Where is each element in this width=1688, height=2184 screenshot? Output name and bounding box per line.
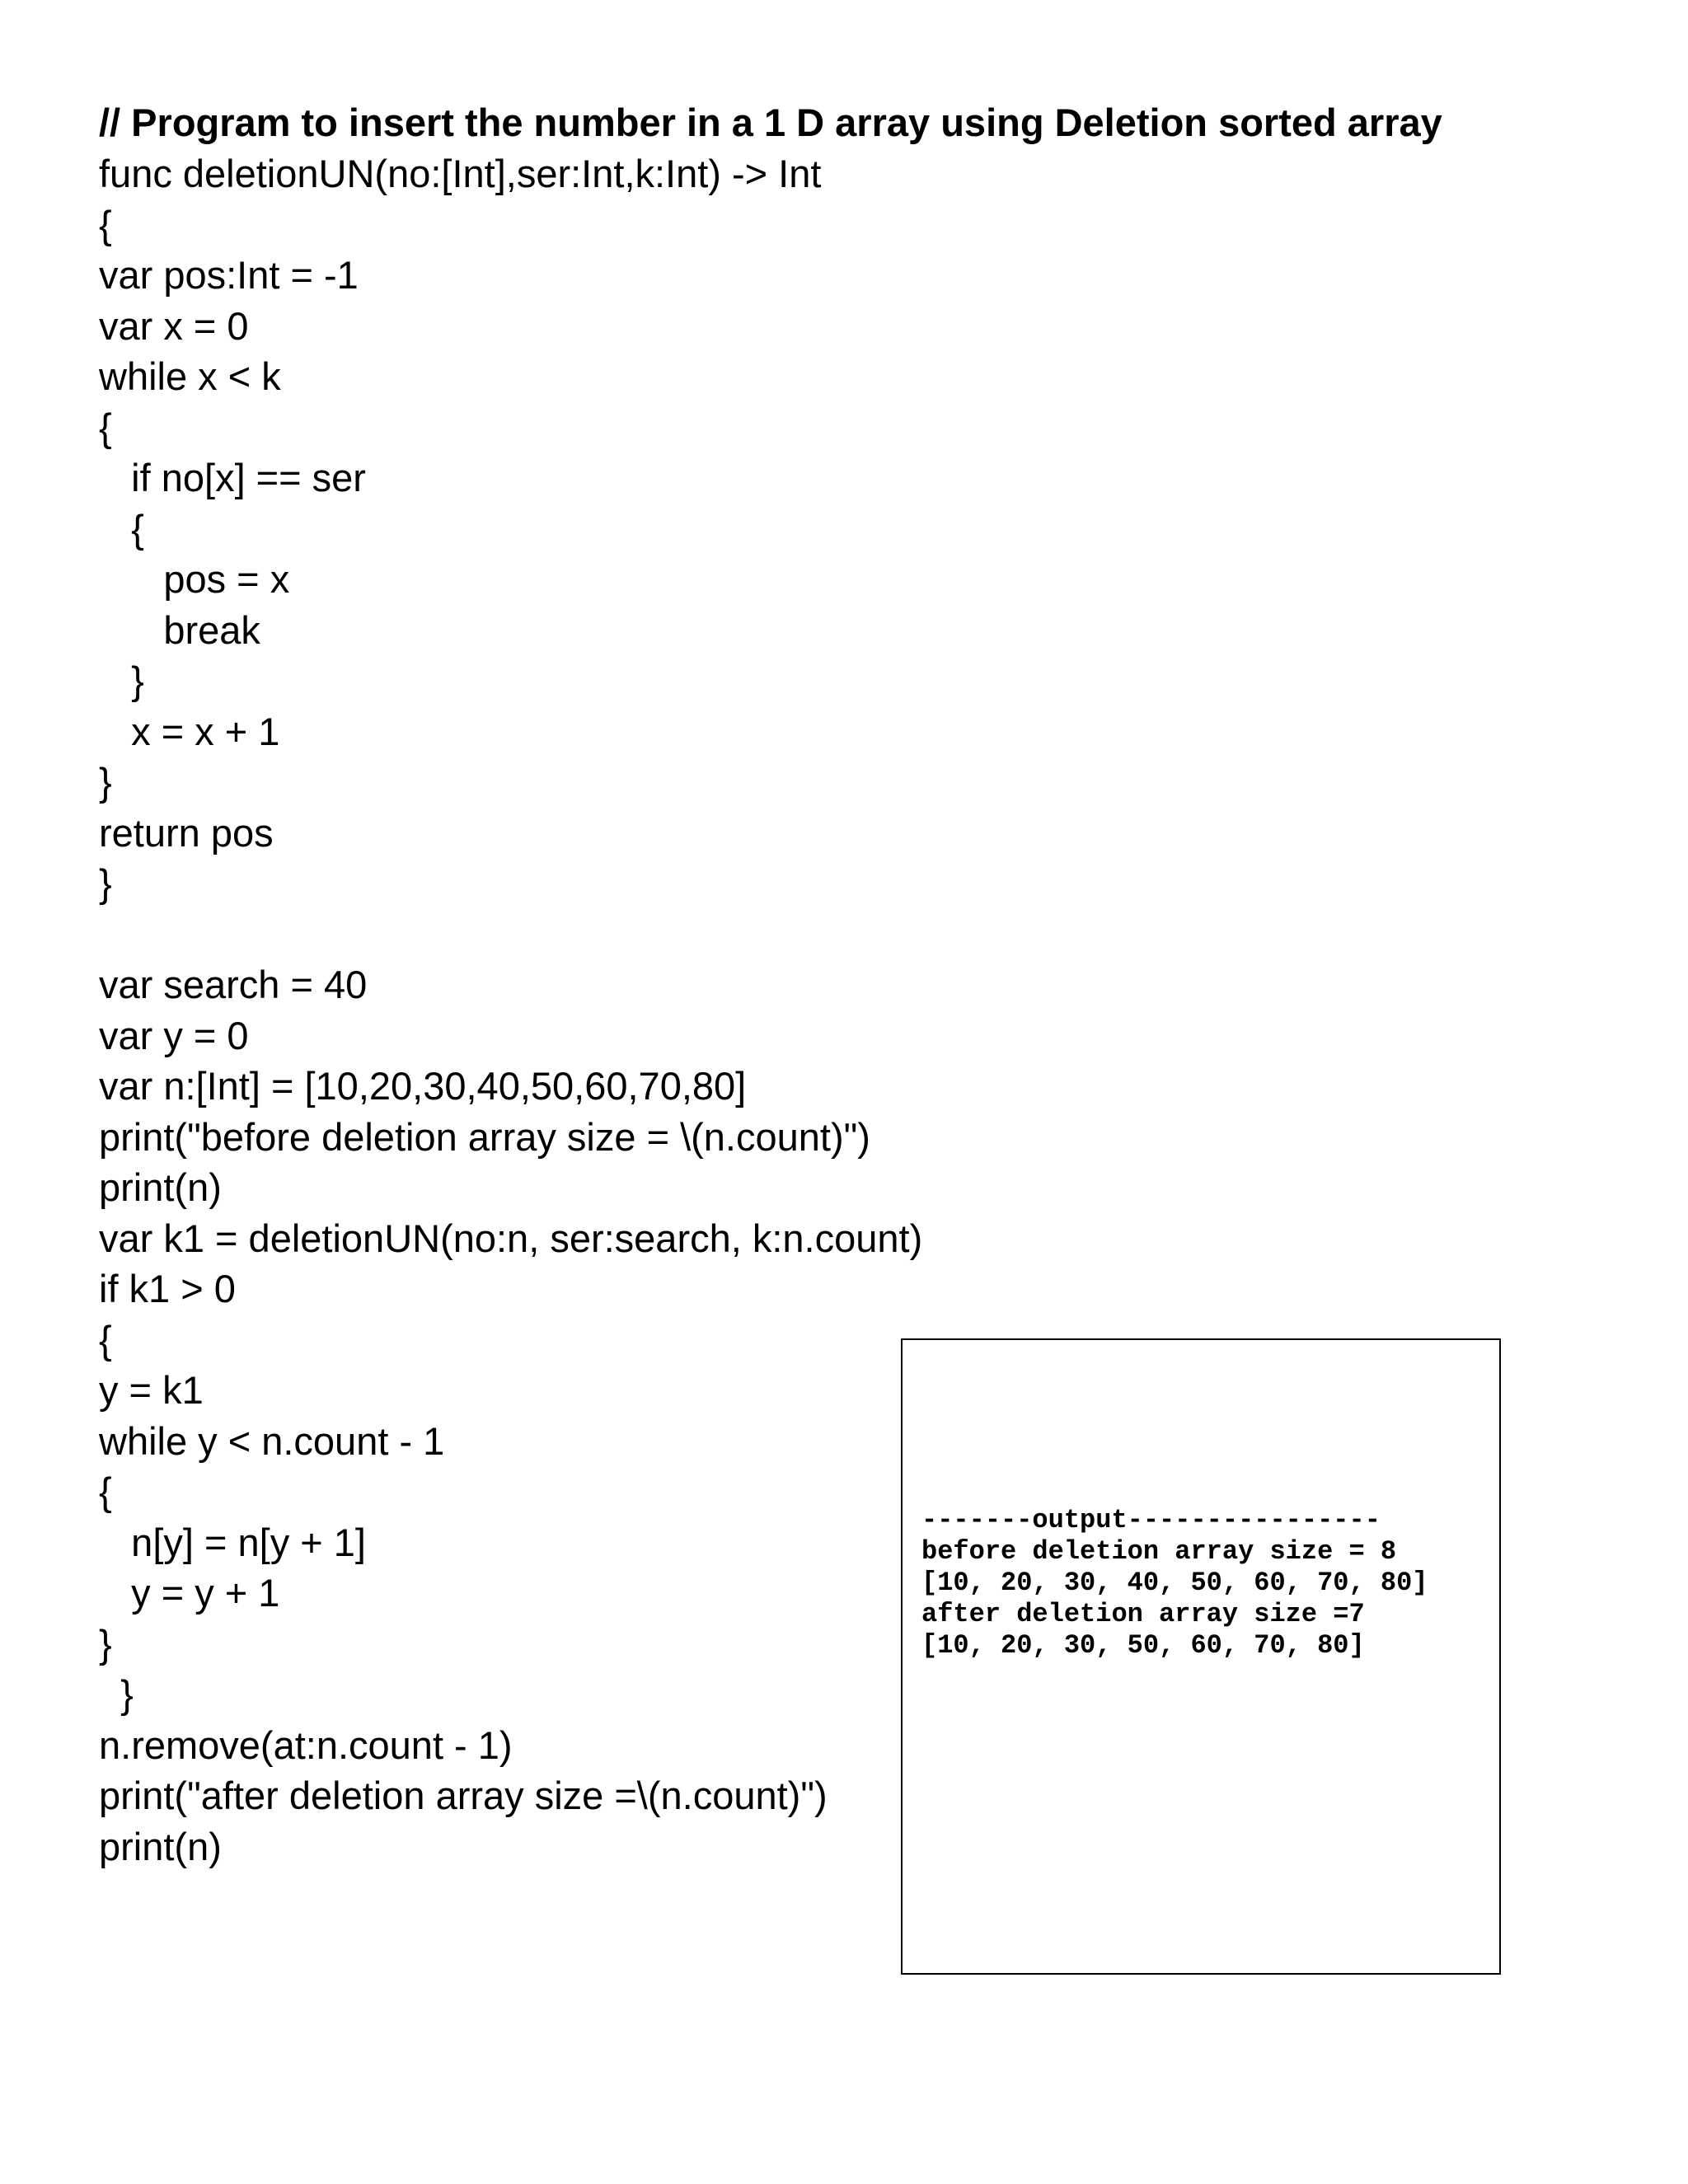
code-line: } [99,861,112,905]
code-listing [99,148,922,1872]
code-line: { [99,506,144,551]
code-line: var search = 40 [99,963,368,1006]
code-line: n.remove(at:n.count - 1) [99,1722,513,1767]
code-line: var pos:Int = -1 [99,253,359,297]
code-line: var x = 0 [99,303,249,348]
code-line: } [99,760,112,804]
code-line: { [99,202,112,246]
code-line: pos = x [99,557,290,601]
code-line: y = y + 1 [99,1571,280,1615]
code-line: func deletionUN(no:[Int],ser:Int,k:Int) -> Int [99,152,822,195]
code-line [99,909,922,960]
code-line: var n:[Int] = [10,20,30,40,50,60,70,80] [99,1064,747,1108]
code-line: print("after deletion array size =\(n.count)") [99,1774,828,1817]
output-listing [921,1505,1428,1661]
code-line: x = x + 1 [99,709,280,753]
code-line: var k1 = deletionUN(no:n, ser:search, k:n.count) [99,1216,923,1260]
code-line: { [99,1317,112,1361]
code-line: } [99,658,144,702]
output-line: after deletion array size =7 [921,1599,1365,1629]
code-line: print(n) [99,1824,222,1868]
code-line: } [99,1672,134,1716]
code-line: if k1 > 0 [99,1267,236,1310]
code-line: if no[x] == ser [99,456,366,499]
output-header: -------output---------------- [921,1505,1381,1535]
code-line: { [99,405,112,449]
code-line: return pos [99,810,274,855]
code-line: break [99,607,260,652]
code-line: print("before deletion array size = \(n.count)") [99,1114,870,1159]
code-line: { [99,1469,112,1513]
output-line: [10, 20, 30, 50, 60, 70, 80] [921,1630,1365,1661]
code-line: while y < n.count - 1 [99,1418,445,1463]
code-line: n[y] = n[y + 1] [99,1520,366,1564]
code-line: var y = 0 [99,1013,249,1057]
output-line: [10, 20, 30, 40, 50, 60, 70, 80] [921,1568,1428,1598]
code-line: y = k1 [99,1368,204,1412]
code-line: print(n) [99,1165,222,1209]
output-line: before deletion array size = 8 [921,1536,1397,1567]
code-line: } [99,1621,112,1666]
program-title-comment: // Program to insert the number in a 1 D array using Deletion sorted array [99,101,1442,144]
code-line: while x < k [99,354,281,398]
